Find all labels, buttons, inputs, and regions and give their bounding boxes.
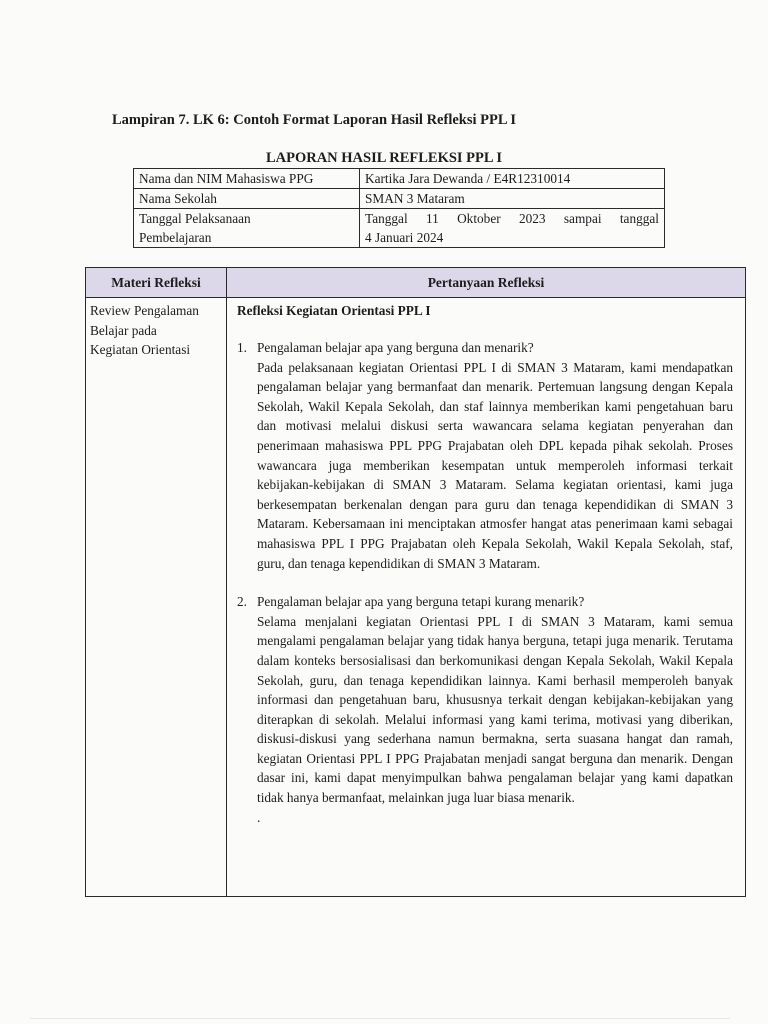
appendix-heading: Lampiran 7. LK 6: Contoh Format Laporan Hasil Refleksi PPL I [112, 112, 517, 128]
date-label-line: Tanggal Pelaksanaan [139, 211, 251, 226]
table-row [134, 189, 665, 209]
school-name-label: Nama Sekolah [134, 189, 360, 209]
question-block [237, 338, 733, 573]
date-value-line: Tanggal 11 Oktober 2023 sampai tanggal [365, 211, 659, 226]
date-label [134, 209, 360, 248]
question-text: Pengalaman belajar apa yang berguna dan menarik? [257, 340, 534, 355]
column-header-pertanyaan: Pertanyaan Refleksi [227, 268, 746, 298]
table-row [134, 169, 665, 189]
question-block [237, 592, 733, 808]
column-header-materi: Materi Refleksi [86, 268, 227, 298]
materi-cell [86, 298, 227, 897]
materi-line: Review Pengalaman [90, 303, 199, 318]
date-value [360, 209, 665, 248]
materi-line: Kegiatan Orientasi [90, 342, 191, 357]
questions-cell [227, 298, 746, 897]
identity-table [133, 168, 665, 248]
table-row [86, 298, 746, 897]
student-name-value: Kartika Jara Dewanda / E4R12310014 [360, 169, 665, 189]
student-name-label: Nama dan NIM Mahasiswa PPG [134, 169, 360, 189]
table-row [134, 209, 665, 248]
date-value-line: 4 Januari 2024 [365, 230, 444, 245]
answer-text: Pada pelaksanaan kegiatan Orientasi PPL I di SMAN 3 Mataram, kami mendapatkan pengalaman belajar yang bermanfaat dan menarik. Pertemuan langsung dengan Kepala Sekolah, Wakil Kepala Sekolah, dan staf lainnya memberikan kami pengetahuan baru dan motivasi melalui diskusi serta wawancara selama kegiatan penyerahan dan penerimaan mahasiswa PPL PPG Prajabatan oleh DPL kepada pihak sekolah. Proses wawancara juga memberikan kesempatan untuk memperoleh informasi terkait kebijakan-kebijakan di SMAN 3 Mataram. Selama kegiatan orientasi, kami juga berkesempatan berkenalan dengan para guru dan tenaga kependidikan di SMAN 3 Mataram. Kebersamaan ini menciptakan atmosfer hangat atas penerimaan kami sebagai mahasiswa PPL I PPG Prajabatan oleh Kepala Sekolah, Wakil Kepala Sekolah, staf, guru, dan tenaga kependidikan di SMAN 3 Mataram. [257, 359, 733, 571]
question-number: 1. [237, 340, 247, 355]
question-text: Pengalaman belajar apa yang berguna tetapi kurang menarik? [257, 594, 585, 610]
materi-line: Belajar pada [90, 322, 157, 338]
report-title: LAPORAN HASIL REFLEKSI PPL I [265, 150, 503, 166]
section-title: Refleksi Kegiatan Orientasi PPL I [237, 303, 431, 318]
trailing-mark: . [257, 809, 261, 825]
page-bottom-divider [30, 1018, 730, 1019]
date-label-line: Pembelajaran [139, 230, 212, 245]
school-name-value: SMAN 3 Mataram [360, 189, 665, 209]
reflection-table [85, 267, 746, 897]
answer-text: Selama menjalani kegiatan Orientasi PPL I di SMAN 3 Mataram, kami semua mengalami pengalaman belajar yang tidak hanya berguna, tetapi juga menarik. Terutama dalam konteks bersosialisasi dan berkomunikasi dengan Kepala Sekolah, Wakil Kepala Sekolah, guru, dan tenaga kependidikan lainnya. Kami berhasil memperoleh banyak informasi dan pengetahuan baru, khususnya terkait dengan kebijakan-kebijakan yang diterapkan di sekolah. Melalui informasi yang kami terima, motivasi yang diberikan, diskusi-diskusi yang sederhana namun bermakna, serta suasana hangat dan ramah, kegiatan Orientasi PPL I PPG Prajabatan menjadi sangat berguna dan menarik. Dengan dasar ini, kami dapat menyimpulkan bahwa pengalaman belajar yang kami dapatkan tidak hanya bermanfaat, melainkan juga luar biasa menarik. [257, 613, 733, 806]
question-number: 2. [237, 594, 247, 610]
table-header-row [86, 268, 746, 298]
